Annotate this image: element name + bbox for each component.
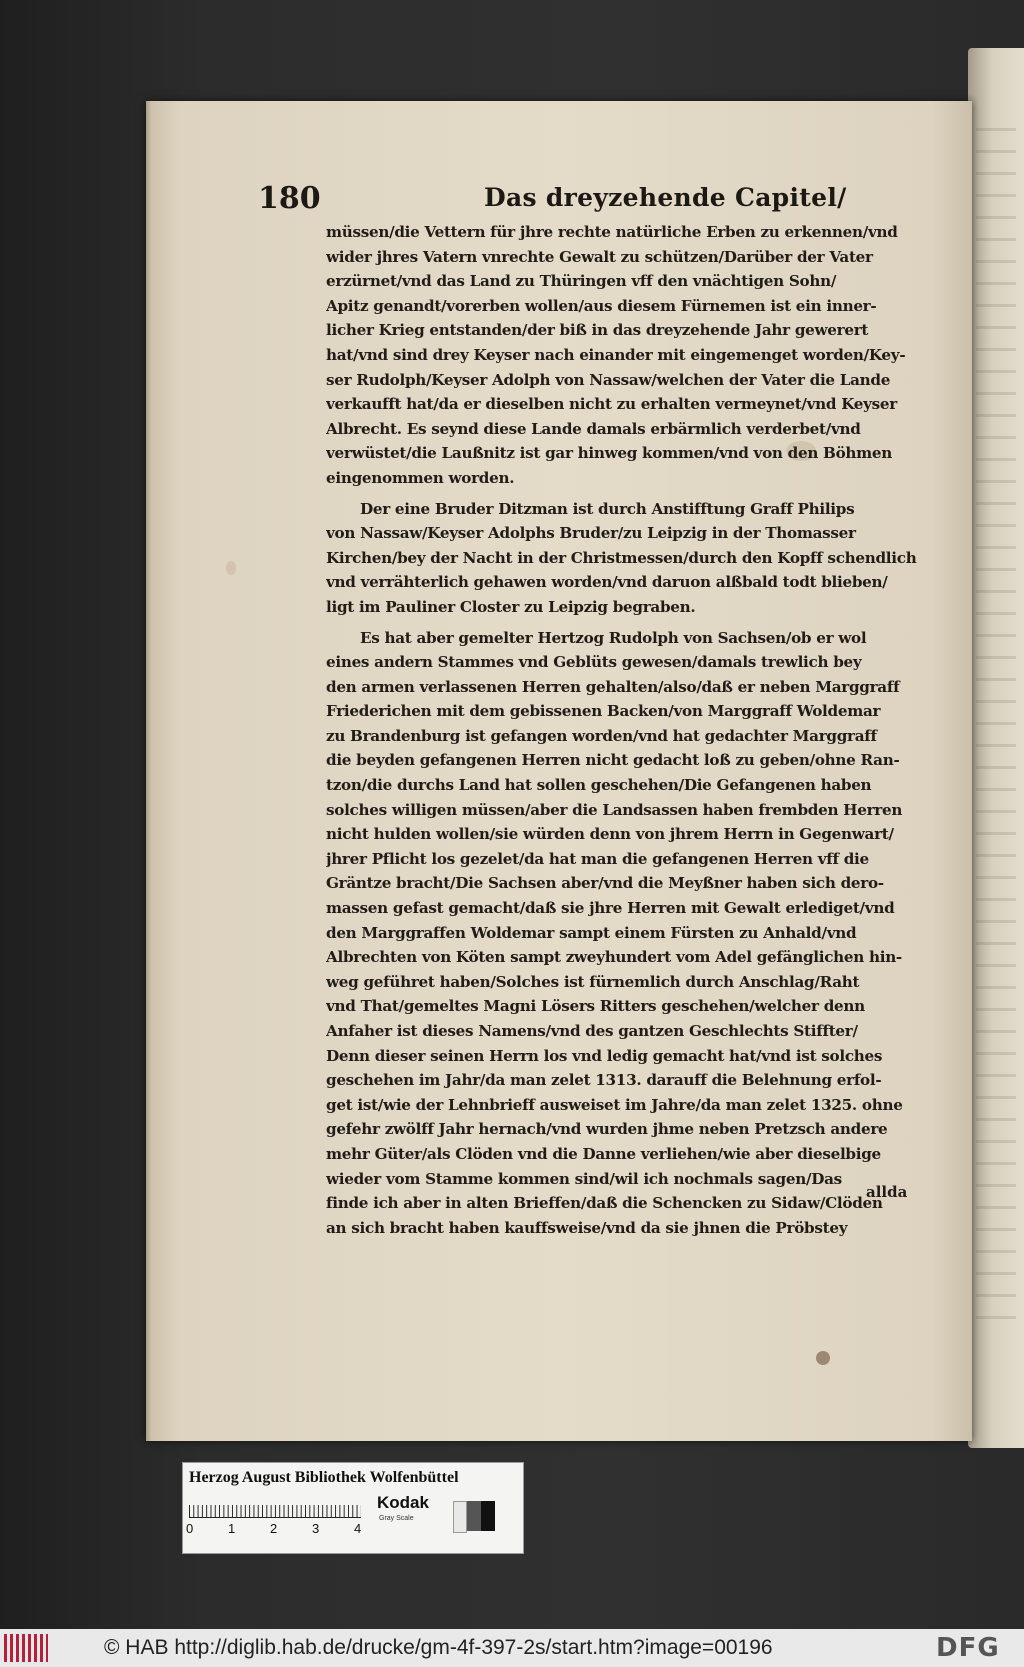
footer-link[interactable]: © HAB http://diglib.hab.de/drucke/gm-4f-397-2s/start.htm?image=00196	[104, 1636, 773, 1659]
text-line: verwüstet/die Laußnitz ist gar hinweg kommen/vnd von den Böhmen	[326, 444, 893, 463]
text-line: Denn dieser seinen Herrn los vnd ledig gemacht hat/vnd ist solches	[326, 1046, 883, 1065]
ruler-label: 0	[186, 1521, 194, 1536]
text-line: von Nassaw/Keyser Adolphs Bruder/zu Leipzig in der Thomasser	[326, 524, 856, 543]
text-line: get ist/wie der Lehnbrieff ausweiset im Jahre/da man zelet 1325. ohne	[326, 1095, 903, 1114]
ruler-label: 1	[228, 1521, 236, 1536]
hab-logo-icon	[4, 1634, 48, 1662]
dfg-logo: DFG	[936, 1633, 1000, 1663]
text-line: hat/vnd sind drey Keyser nach einander mit eingemenget worden/Key-	[326, 345, 906, 364]
gray-patch-dark	[481, 1501, 495, 1531]
paper-stain	[816, 1351, 830, 1365]
text-line: wider jhres Vatern vnrechte Gewalt zu schützen/Darüber der Vater	[326, 247, 873, 266]
text-line: Es hat aber gemelter Hertzog Rudolph von Sachsen/ob er wol	[360, 628, 867, 647]
ruler-label: 4	[354, 1521, 362, 1536]
text-line: verkaufft hat/da er dieselben nicht zu erhalten vermeynet/vnd Keyser	[326, 395, 897, 414]
gray-scale-label: Gray Scale	[379, 1515, 414, 1522]
text-line: licher Krieg entstanden/der biß in das dreyzehende Jahr gewerert	[326, 321, 869, 340]
text-line: Anfaher ist dieses Namens/vnd des gantzen Geschlechts Stiffter/	[326, 1022, 858, 1040]
ruler-label: 3	[312, 1521, 320, 1536]
scale-ruler	[189, 1497, 361, 1518]
page-edge-shadow	[146, 101, 152, 1441]
text-line: die beyden gefangenen Herren nicht gedacht loß zu geben/ohne Ran-	[326, 751, 900, 770]
text-line: den armen verlassenen Herren gehalten/also/daß er neben Marggraff	[326, 677, 900, 696]
text-line: Der eine Bruder Ditzman ist durch Anstifftung Graff Philips	[360, 499, 855, 518]
text-line: vnd That/gemeltes Magni Lösers Ritters geschehen/welcher denn	[326, 997, 865, 1016]
text-line: erzürnet/vnd das Land zu Thüringen vff den vnächtigen Sohn/	[326, 272, 837, 291]
text-line: weg geführet haben/Solches ist fürnemlich durch Anschlag/Raht	[326, 972, 860, 991]
ruler-label: 2	[270, 1521, 278, 1536]
book-page	[146, 101, 972, 1441]
catchword: allda	[866, 1183, 908, 1201]
text-line: tzon/die durchs Land hat sollen geschehen/Die Gefangenen haben	[326, 776, 872, 795]
kodak-logo: Kodak	[377, 1493, 429, 1512]
text-line: den Marggraffen Woldemar sampt einem Fürsten zu Anhald/vnd	[326, 923, 857, 942]
text-line: Gräntze bracht/Die Sachsen aber/vnd die Meyßner haben sich dero-	[326, 874, 884, 893]
page-number: 180	[258, 181, 321, 216]
text-line: an sich bracht haben kauffsweise/vnd da sie jhnen die Pröbstey	[326, 1218, 848, 1237]
text-line: zu Brandenburg ist gefangen worden/vnd hat gedachter Marggraff	[326, 726, 877, 745]
text-line: Apitz genandt/vorerben wollen/aus diesem Fürnemen ist ein inner-	[326, 296, 877, 315]
facing-page-edge	[968, 48, 1024, 1448]
gray-patch-mid	[467, 1501, 481, 1531]
paragraph-3	[326, 626, 926, 1241]
text-line: eines andern Stammes vnd Geblüts gewesen/damals trewlich bey	[326, 653, 862, 672]
text-line: finde ich aber in alten Brieffen/daß die Schencken zu Sidaw/Clöden	[326, 1194, 883, 1213]
paragraph-2	[326, 497, 926, 620]
text-line: wieder vom Stamme kommen sind/wil ich nochmals sagen/Das	[326, 1169, 842, 1188]
text-line: Albrechten von Köten sampt zweyhundert vom Adel gefänglichen hin-	[326, 948, 902, 967]
gray-patch-light	[453, 1501, 467, 1533]
text-line: müssen/die Vettern für jhre rechte natürliche Erben zu erkennen/vnd	[326, 223, 898, 241]
text-line: eingenommen worden.	[326, 468, 515, 487]
text-line: geschehen im Jahr/da man zelet 1313. darauff die Belehnung erfol-	[326, 1071, 882, 1090]
text-line: vnd verrähterlich gehawen worden/vnd daruon alßbald todt blieben/	[326, 573, 888, 592]
text-line: jhrer Pflicht los gezelet/da hat man die gefangenen Herren vff die	[326, 849, 869, 868]
text-line: Albrecht. Es seynd diese Lande damals erbärmlich verderbet/vnd	[326, 419, 861, 438]
library-name: Herzog August Bibliothek Wolfenbüttel	[189, 1469, 459, 1486]
chapter-title: Das dreyzehende Capitel/	[484, 183, 847, 212]
text-line: massen gefast gemacht/daß sie jhre Herren mit Gewalt erlediget/vnd	[326, 899, 895, 918]
text-line: ligt im Pauliner Closter zu Leipzig begraben.	[326, 597, 696, 616]
paragraph-1	[326, 220, 926, 491]
footer-bar	[0, 1629, 1024, 1667]
text-line: gefehr zwölff Jahr hernach/vnd wurden jhme neben Pretzsch andere	[326, 1120, 888, 1139]
text-line: Kirchen/bey der Nacht in der Christmessen/durch den Kopff schendlich	[326, 548, 917, 567]
body-text	[326, 220, 926, 1240]
text-line: nicht hulden wollen/sie würden denn von jhrem Herrn in Gegenwart/	[326, 825, 894, 844]
color-calibration-card	[182, 1462, 524, 1554]
text-line: mehr Güter/als Clöden vnd die Danne verliehen/wie aber dieselbige	[326, 1144, 881, 1163]
text-line: ser Rudolph/Keyser Adolph von Nassaw/welchen der Vater die Lande	[326, 370, 891, 389]
paper-stain	[226, 561, 236, 575]
text-line: solches willigen müssen/aber die Landsassen haben frembden Herren	[326, 800, 903, 819]
running-head	[146, 181, 972, 221]
text-line: Friederichen mit dem gebissenen Backen/von Marggraff Woldemar	[326, 702, 881, 721]
